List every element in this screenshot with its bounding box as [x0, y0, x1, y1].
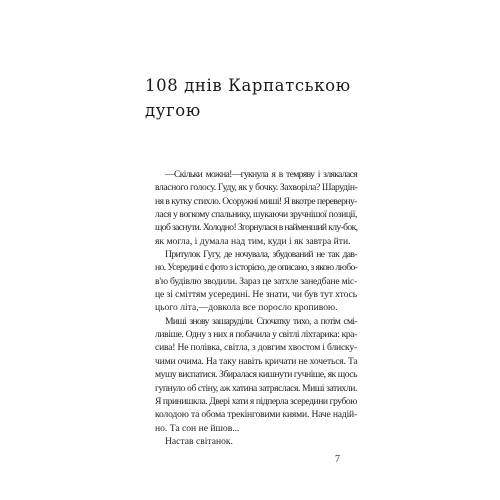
chapter-body-text: [145, 168, 357, 448]
paragraph: [145, 248, 357, 315]
text-line: Притулок Гугу, де ночувала, збудований не так дав-: [165, 249, 357, 261]
text-line: в'ю будівлю зводили. Зараз це затхле занедбане міс-: [155, 275, 357, 287]
text-line: колодою та обома трекінговими киями. Наче надій-: [155, 409, 357, 421]
text-line: гупнуло об стіну, аж хатина затряслася. Миші затихли.: [155, 382, 357, 394]
text-line: як могла, і думала над тим, куди і як завтра йти.: [155, 235, 351, 247]
text-line: но. Та сон не йшов...: [155, 422, 240, 434]
chapter-title-line-2: дугою: [145, 101, 201, 120]
text-line: —Скільки можна!—гукнула я в темряву і злякалася: [165, 169, 357, 180]
chapter-title: [145, 73, 385, 123]
text-line: но. Усередині є фото з історією, де описано, з якою любо-: [155, 262, 358, 274]
text-line: ня в кутку стихло. Осоружні миші! Я вкотре переверну-: [155, 195, 357, 207]
text-line: Настав світанок.: [165, 435, 233, 447]
text-line: ливіше. Одну з них я побачила у світлі ліхтарика: кра-: [155, 329, 357, 341]
text-line: сива! Не полівка, світла, з довгим хвостом і блиску-: [155, 342, 357, 354]
chapter-title-line-1: 108 днів Карпатською: [145, 76, 351, 95]
page-number: 7: [335, 454, 340, 465]
text-line: це зі сміттям усередині. Не знати, чи був тут хтось: [155, 289, 357, 301]
text-line: лася у вогкому спальнику, шукаючи зручнішої позиції,: [155, 209, 357, 221]
text-line: власного голосу. Гуду, як у бочку. Захворіла? Шарудін-: [155, 182, 358, 194]
text-line: щоб заснути. Холодно! Згорнулася в найменший клу-бок,: [155, 222, 358, 234]
text-line: Я принишкла. Двері хати я підперла зсередини грубою: [155, 395, 357, 407]
paragraph: [145, 315, 357, 435]
text-line: мушу виспатися. Збиралася кишнути гучніше, як щось: [155, 369, 357, 381]
text-line: чими очима. На таку навіть кричати не хочеться. Та: [155, 355, 358, 367]
paragraph: [145, 168, 357, 248]
paragraph: [145, 435, 357, 448]
text-line: Миші знову зашаруділи. Спочатку тихо, а потім смі-: [165, 315, 357, 327]
text-line: цього літа,—довкола все поросло кропивою.: [155, 302, 338, 314]
